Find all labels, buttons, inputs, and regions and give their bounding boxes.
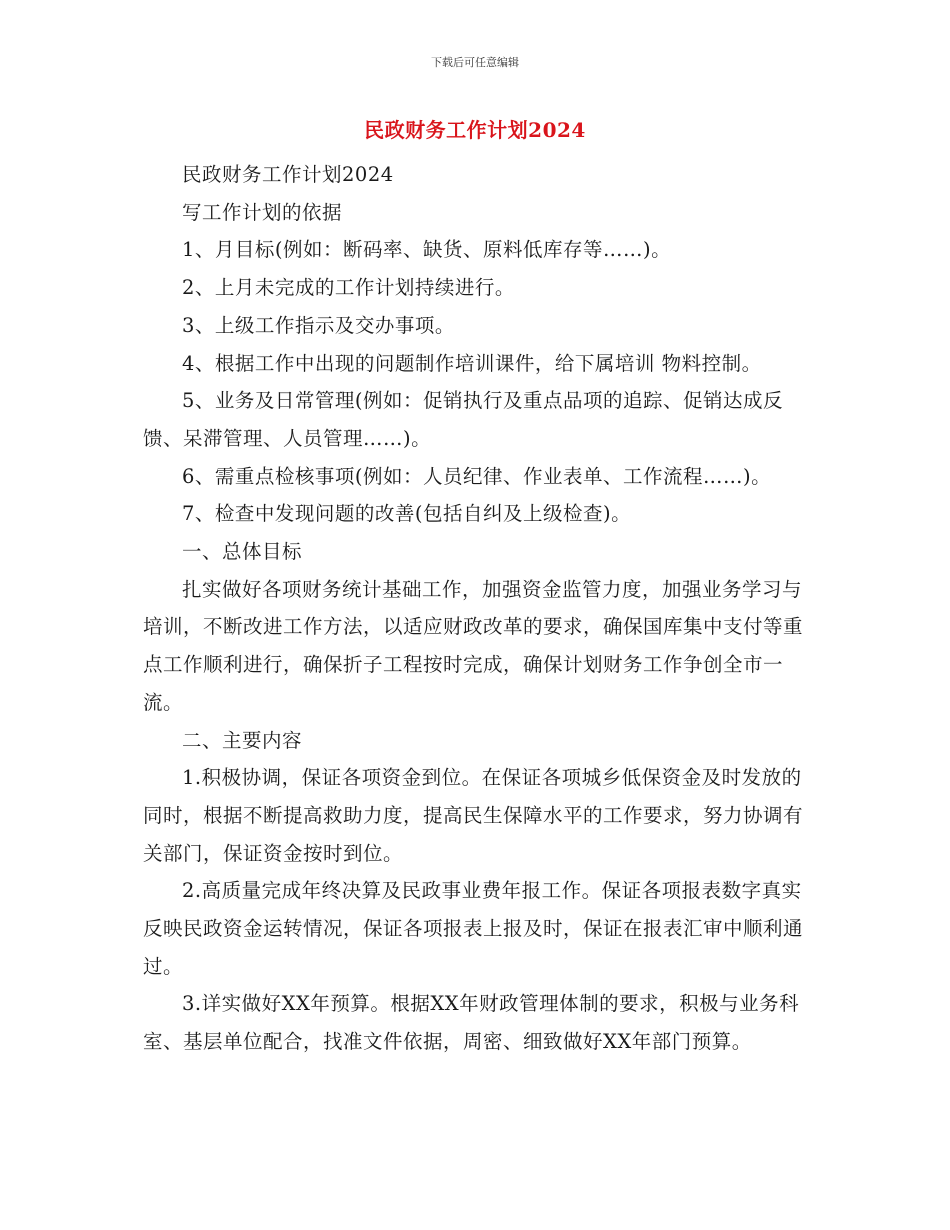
paragraph-item-1: 1、月目标(例如：断码率、缺货、原料低库存等……)。	[182, 238, 672, 262]
paragraph-item-4: 4、根据工作中出现的问题制作培训课件，给下属培训 物料控制。	[182, 351, 762, 375]
paragraph-item-7: 7、检查中发现问题的改善(包括自纠及上级检查)。	[182, 502, 632, 526]
paragraph-item-2: 2、上月未完成的工作计划持续进行。	[182, 276, 515, 300]
paragraph-item-3: 3、上级工作指示及交办事项。	[182, 313, 455, 337]
paragraph-content-2: 2.高质量完成年终决算及民政事业费年报工作。保证各项报表数字真实反映民政资金运转情况，保证各项报表上报及时，保证在报表汇审中顺利通过。	[143, 879, 804, 978]
page-header-note: 下载后可任意编辑	[431, 56, 519, 69]
paragraph-heading-repeat: 民政财务工作计划2024	[182, 163, 394, 186]
paragraph-content-1: 1.积极协调，保证各项资金到位。在保证各项城乡低保资金及时发放的同时，根据不断提高救助力度，提高民生保障水平的工作要求，努力协调有关部门，保证资金按时到位。	[143, 766, 804, 865]
section-heading-content: 二、主要内容	[182, 728, 303, 752]
paragraph-content-3: 3.详实做好XX年预算。根据XX年财政管理体制的要求，积极与业务科室、基层单位配合，找准文件依据，周密、细致做好XX年部门预算。	[143, 992, 800, 1054]
section-heading-goals: 一、总体目标	[182, 540, 303, 564]
paragraph-item-5: 5、业务及日常管理(例如：促销执行及重点品项的追踪、促销达成反馈、呆滞管理、人员管理……)。	[143, 389, 784, 450]
paragraph-item-6: 6、需重点检核事项(例如：人员纪律、作业表单、工作流程……)。	[182, 464, 772, 488]
paragraph-goals: 扎实做好各项财务统计基础工作，加强资金监管力度，加强业务学习与培训，不断改进工作方法，以适应财政改革的要求，确保国库集中支付等重点工作顺利进行，确保折子工程按时完成，确保计划财务工作争创全市一流。	[143, 577, 804, 714]
paragraph-basis: 写工作计划的依据	[182, 200, 343, 224]
document-title: 民政财务工作计划2024	[364, 118, 586, 142]
document-body	[143, 156, 808, 1061]
